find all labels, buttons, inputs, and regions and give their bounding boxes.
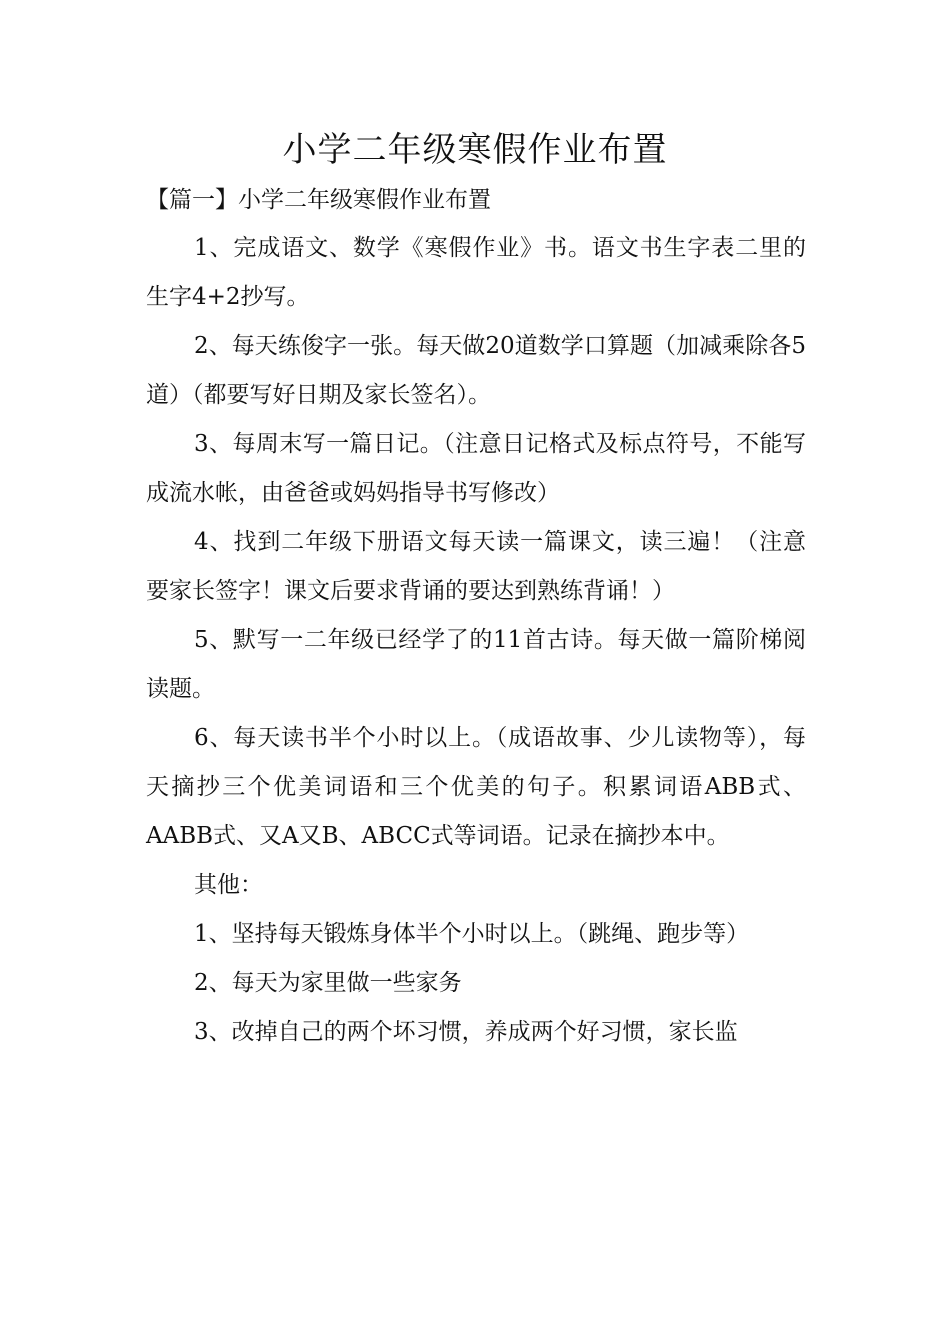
paragraph-6: 6、每天读书半个小时以上。（成语故事、少儿读物等），每天摘抄三个优美词语和三个优美的句子。积累词语ABB式、AABB式、又A又B、ABCC式等词语。记录在摘抄本中。 — [146, 725, 806, 849]
other-heading: 其他： — [194, 872, 263, 898]
paragraph-1: 1、完成语文、数学《寒假作业》书。语文书生字表二里的生字4+2抄写。 — [146, 235, 806, 310]
paragraph-4: 4、找到二年级下册语文每天读一篇课文，读三遍！（注意要家长签字！课文后要求背诵的要达到熟练背诵！） — [146, 529, 806, 604]
section-heading: 【篇一】小学二年级寒假作业布置 — [146, 187, 491, 213]
paragraph-2: 2、每天练俊字一张。每天做20道数学口算题（加减乘除各5道）（都要写好日期及家长签名）。 — [146, 333, 806, 408]
paragraph-5: 5、默写一二年级已经学了的11首古诗。每天做一篇阶梯阅读题。 — [146, 627, 806, 702]
other-item-1: 1、坚持每天锻炼身体半个小时以上。（跳绳、跑步等） — [194, 921, 750, 947]
document-title: 小学二年级寒假作业布置 — [282, 130, 668, 170]
other-item-2: 2、每天为家里做一些家务 — [194, 970, 462, 996]
other-item-3: 3、改掉自己的两个坏习惯，养成两个好习惯，家长监 — [194, 1019, 738, 1045]
document-body — [146, 224, 806, 1057]
paragraph-3: 3、每周末写一篇日记。（注意日记格式及标点符号，不能写成流水帐，由爸爸或妈妈指导书写修改） — [146, 431, 806, 506]
